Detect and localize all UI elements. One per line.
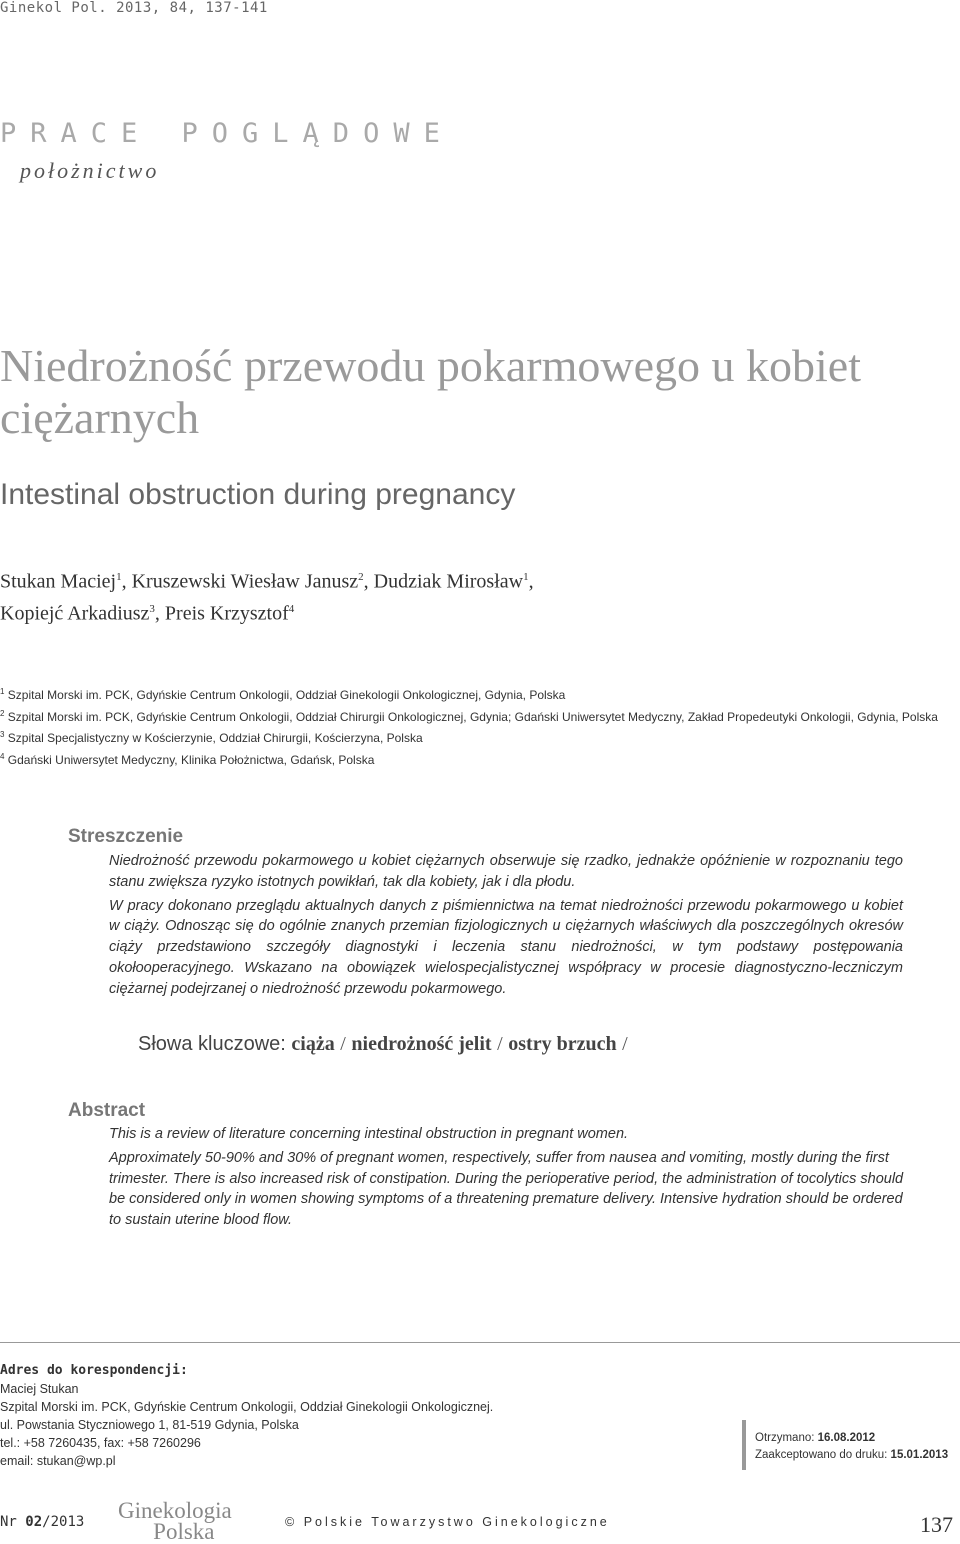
affiliation-number: 3 xyxy=(0,730,5,739)
journal-logo xyxy=(118,1500,232,1542)
streszczenie-paragraph: Niedrożność przewodu pokarmowego u kobiet ciężarnych obserwuje się rzadko, jednakże opóźnienie w rozpoznaniu tego stanu zwiększa ryzyko istotnych powikłań, tak dla kobiety, jak i dla płodu. xyxy=(109,853,903,890)
author-name: Preis Krzysztof xyxy=(164,602,289,625)
affiliation-text: Gdański Uniwersytet Medyczny, Klinika Położnictwa, Gdańsk, Polska xyxy=(7,752,375,767)
section-header: PRACE POGLĄDOWE xyxy=(0,118,454,149)
abstract-body xyxy=(109,1124,904,1234)
correspondence-email[interactable]: email: stukan@wp.pl xyxy=(0,1454,116,1468)
page-number: 137 xyxy=(920,1512,953,1537)
keyword-separator: / xyxy=(622,1033,628,1055)
keyword: ostry brzuch xyxy=(508,1033,617,1055)
keyword: niedrożność jelit xyxy=(351,1033,492,1055)
author-separator: , xyxy=(154,602,165,625)
correspondence-line: ul. Powstania Styczniowego 1, 81-519 Gdynia, Polska xyxy=(0,1418,299,1432)
copyright-text: Polskie Towarzystwo Ginekologiczne xyxy=(303,1515,610,1529)
affiliation-number: 4 xyxy=(0,751,5,761)
author-affiliation-ref: 3 xyxy=(149,602,155,615)
issue-label: Nr xyxy=(0,1514,17,1530)
keywords-line xyxy=(138,1033,628,1056)
author-name: Kruszewski Wiesław Janusz xyxy=(131,570,359,593)
author-affiliation-ref: 1 xyxy=(116,571,122,583)
dates-divider xyxy=(742,1420,746,1470)
correspondence-title: Adres do korespondencji: xyxy=(0,1363,188,1378)
author-name: Stukan Maciej xyxy=(0,570,117,593)
abstract-paragraph: This is a review of literature concerning intestinal obstruction in pregnant women. xyxy=(109,1126,629,1142)
author-separator: , xyxy=(528,570,534,593)
received-label: Otrzymano: xyxy=(755,1432,815,1444)
correspondence-line: tel.: +58 7260435, fax: +58 7260296 xyxy=(0,1436,201,1450)
author-affiliation-ref: 2 xyxy=(358,571,364,583)
author-name: Dudziak Mirosław xyxy=(373,570,524,593)
issue-year: /2013 xyxy=(42,1514,85,1530)
affiliation-item xyxy=(0,748,958,770)
streszczenie-paragraph: W pracy dokonano przeglądu aktualnych danych z piśmiennictwa na temat niedrożności przewodu pokarmowego u kobiet w ciąży. Odnosząc się do ogólnie znanych przemian fizjologicznych u ciężarnych właściwych dla poszczególnych okresów ciąży przedstawiono szczegóły diagnostyki i leczenia stanu niedrożności, w tym podstawy postępowania okołooperacyjnego. Wskazano na obowiązek wielospecjalistycznej współpracy w procesie diagnostyczno-leczniczym ciężarnej podejrzanej o niedrożność przewodu pokarmowego. xyxy=(109,897,903,997)
logo-line-1: Ginekologia xyxy=(118,1498,232,1523)
affiliation-item xyxy=(0,705,958,727)
author-separator: , xyxy=(121,570,132,593)
correspondence-divider xyxy=(0,1342,960,1343)
streszczenie-heading: Streszczenie xyxy=(68,826,184,847)
correspondence-block xyxy=(0,1362,493,1470)
dates-block xyxy=(755,1430,948,1464)
accepted-date: 15.01.2013 xyxy=(890,1449,949,1461)
keyword-separator: / xyxy=(497,1033,503,1055)
affiliation-list xyxy=(0,683,958,769)
author-affiliation-ref: 4 xyxy=(288,602,295,615)
author-list xyxy=(0,564,900,627)
affiliation-text: Szpital Morski im. PCK, Gdyńskie Centrum Onkologii, Oddział Chirurgii Onkologicznej, Gdynia; Gdański Uniwersytet Medyczny, Zakład Propedeutyki Onkologii, Gdynia, Polska xyxy=(7,709,938,724)
abstract-heading: Abstract xyxy=(68,1100,146,1121)
correspondence-line: Maciej Stukan xyxy=(0,1382,79,1396)
affiliation-number: 1 xyxy=(0,687,5,696)
affiliation-number: 2 xyxy=(0,708,5,718)
section-subheader: położnictwo xyxy=(20,158,160,183)
accepted-date-line xyxy=(755,1447,948,1464)
logo-line-2: Polska xyxy=(153,1519,215,1544)
streszczenie-body xyxy=(109,851,903,1003)
abstract-paragraph: Approximately 50-90% and 30% of pregnant women, respectively, suffer from nausea and vomiting, mostly during the first trimester. There is also increased risk of constipation. During the perioperative period, the administration of tocolytics should be considered only in women showing symptoms of a threatening premature delivery. Intensive hydration should be ordered to sustain uterine blood flow. xyxy=(109,1149,904,1229)
copyright-icon: © xyxy=(285,1515,298,1529)
received-date-line xyxy=(755,1430,948,1447)
author-name: Kopiejć Arkadiusz xyxy=(0,602,150,625)
accepted-label: Zaakceptowano do druku: xyxy=(755,1449,888,1461)
article-title-english: Intestinal obstruction during pregnancy xyxy=(0,478,516,511)
copyright-notice xyxy=(285,1515,610,1529)
issue-num: 02 xyxy=(25,1514,43,1530)
keyword: ciąża xyxy=(291,1033,335,1055)
keyword-separator: / xyxy=(340,1033,346,1055)
affiliation-text: Szpital Morski im. PCK, Gdyńskie Centrum Onkologii, Oddział Ginekologii Onkologicznej, Gdynia, Polska xyxy=(7,688,566,702)
affiliation-item xyxy=(0,726,958,748)
affiliation-item xyxy=(0,683,958,705)
issue-number xyxy=(0,1514,84,1530)
keywords-label: Słowa kluczowe: xyxy=(138,1033,286,1055)
affiliation-text: Szpital Specjalistyczny w Kościerzynie, Oddział Chirurgii, Kościerzyna, Polska xyxy=(7,731,423,745)
author-separator: , xyxy=(363,570,374,593)
received-date: 16.08.2012 xyxy=(817,1432,876,1444)
author-affiliation-ref: 1 xyxy=(523,571,529,583)
journal-reference: Ginekol Pol. 2013, 84, 137-141 xyxy=(0,0,268,16)
correspondence-line: Szpital Morski im. PCK, Gdyńskie Centrum Onkologii, Oddział Ginekologii Onkologicznej. xyxy=(0,1400,494,1414)
article-title-polish: Niedrożność przewodu pokarmowego u kobiet ciężarnych xyxy=(0,340,861,443)
